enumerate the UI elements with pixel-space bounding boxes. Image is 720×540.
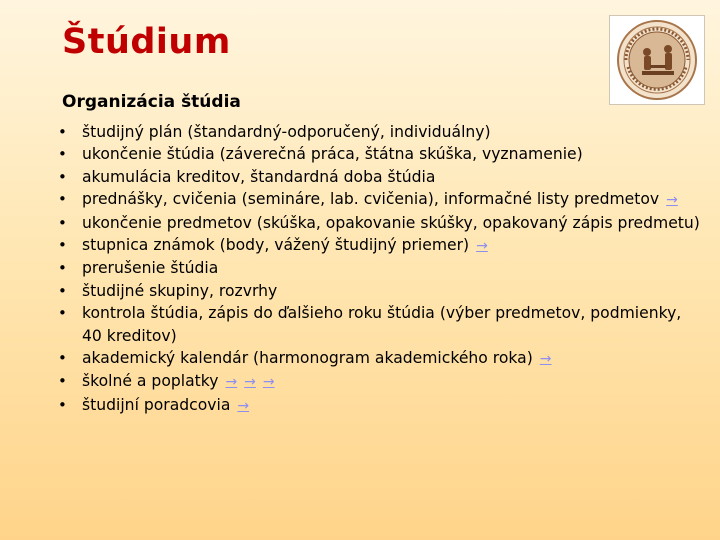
list-item xyxy=(56,280,706,302)
slide-title: Štúdium xyxy=(62,22,231,62)
list-item xyxy=(56,212,706,234)
bullet-icon: • xyxy=(58,236,67,255)
list-item-text: školné a poplatky xyxy=(82,372,219,391)
bullet-icon: • xyxy=(58,259,67,278)
bullet-icon: • xyxy=(58,349,67,368)
list-item xyxy=(56,347,706,370)
list-item-text: prednášky, cvičenia (semináre, lab. cvičenia), informačné listy predmetov xyxy=(82,190,660,209)
list-item-text: študijné skupiny, rozvrhy xyxy=(82,281,278,300)
list-item xyxy=(56,394,706,417)
bullet-icon: • xyxy=(58,395,67,414)
bullet-icon: • xyxy=(58,213,67,232)
list-item xyxy=(56,188,706,211)
list-item xyxy=(56,143,706,165)
list-item-text: študijní poradcovia xyxy=(82,395,231,414)
list-item xyxy=(56,302,706,347)
university-seal-icon xyxy=(614,19,700,101)
link-arrow-icon[interactable]: → xyxy=(237,397,250,414)
list-item-text: študijný plán (štandardný-odporučený, individuálny) xyxy=(82,123,491,141)
list-item-text: akademický kalendár (harmonogram akademického roka) xyxy=(82,349,533,368)
bullet-icon: • xyxy=(58,123,67,141)
list-item-text: ukončenie štúdia (záverečná práca, štátna skúška, vyznamenie) xyxy=(82,145,583,164)
bullet-icon: • xyxy=(58,281,67,300)
link-arrow-icon[interactable]: → xyxy=(225,374,238,391)
study-topics-list xyxy=(56,121,706,417)
list-item-text: kontrola štúdia, zápis do ďalšieho roku štúdia (výber predmetov, podmienky, 40 kreditov) xyxy=(82,304,682,345)
list-item xyxy=(56,257,706,279)
link-arrow-icon[interactable]: → xyxy=(244,374,256,391)
bullet-icon: • xyxy=(58,145,67,164)
list-item xyxy=(56,370,706,393)
link-arrow-icon[interactable]: → xyxy=(476,238,488,255)
link-arrow-icon[interactable]: → xyxy=(262,374,275,391)
university-seal-logo xyxy=(609,15,705,105)
list-item-text: akumulácia kreditov, štandardná doba štúdia xyxy=(82,167,436,186)
link-arrow-icon[interactable]: → xyxy=(666,192,678,209)
bullet-icon: • xyxy=(58,190,67,209)
bullet-icon: • xyxy=(58,304,67,323)
list-item-text: ukončenie predmetov (skúška, opakovanie skúšky, opakovaný zápis predmetu) xyxy=(82,213,700,232)
list-item-text: prerušenie štúdia xyxy=(82,259,219,278)
list-item xyxy=(56,121,706,143)
slide-subtitle: Organizácia štúdia xyxy=(62,92,241,112)
list-item xyxy=(56,234,706,257)
bullet-icon: • xyxy=(58,372,67,391)
list-item xyxy=(56,166,706,188)
bullet-icon: • xyxy=(58,167,67,186)
list-item-text: stupnica známok (body, vážený študijný priemer) xyxy=(82,236,470,255)
link-arrow-icon[interactable]: → xyxy=(539,351,552,368)
